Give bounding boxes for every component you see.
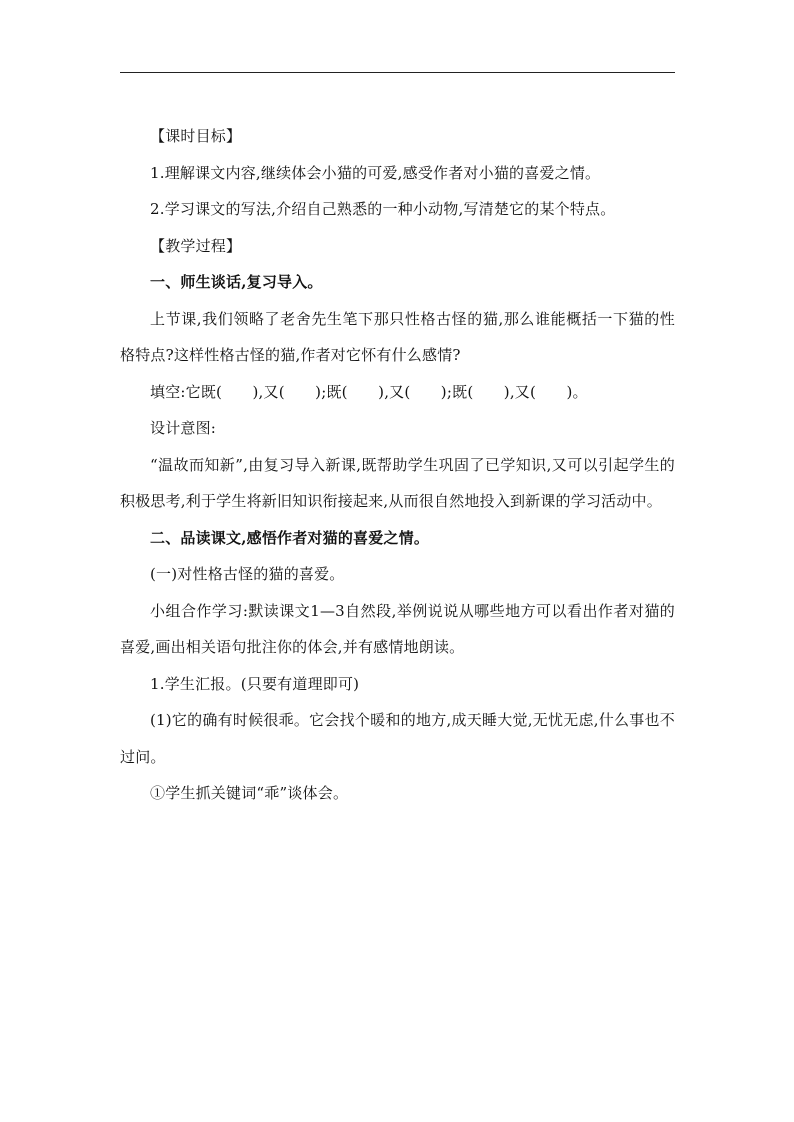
paragraph-review-intro: 上节课,我们领略了老舍先生笔下那只性格古怪的猫,那么谁能概括一下猫的性格特点?这样性格古怪的猫,作者对它怀有什么感情?	[120, 309, 675, 364]
text-excerpt-1: (1)它的确有时候很乖。它会找个暖和的地方,成天睡大觉,无忧无虑,什么事也不过问。	[120, 711, 675, 766]
goal-item-2: 2.学习课文的写法,介绍自己熟悉的一种小动物,写清楚它的某个特点。	[150, 200, 616, 218]
group-study-instruction: 小组合作学习:默读课文1—3自然段,举例说说从哪些地方可以看出作者对猫的喜爱,画出相关语句批注你的体会,并有感情地朗读。	[120, 601, 675, 656]
fill-in-blank-exercise: 填空:它既( ),又( );既( ),又( );既( ),又( )。	[150, 382, 588, 401]
subsection-heading-1: (一)对性格古怪的猫的喜爱。	[150, 565, 345, 583]
step-heading-2: 二、品读课文,感悟作者对猫的喜爱之情。	[150, 528, 430, 547]
student-report-item: 1.学生汇报。(只要有道理即可)	[150, 674, 360, 693]
design-intent-label: 设计意图:	[150, 419, 217, 437]
header-rule	[120, 72, 675, 73]
goal-item-1: 1.理解课文内容,继续体会小猫的可爱,感受作者对小猫的喜爱之情。	[150, 163, 601, 182]
keyword-discussion-item: ①学生抓关键词“乖”谈体会。	[150, 784, 349, 802]
section-heading-lesson-goals: 【课时目标】	[150, 127, 242, 145]
step-heading-1: 一、师生谈话,复习导入。	[150, 273, 323, 291]
design-intent-text: “温故而知新”,由复习导入新课,既帮助学生巩固了已学知识,又可以引起学生的积极思考,利于学生将新旧知识衔接起来,从而很自然地投入到新课的学习活动中。	[120, 455, 675, 510]
section-heading-teaching-process: 【教学过程】	[150, 236, 242, 255]
document-body	[120, 118, 675, 812]
